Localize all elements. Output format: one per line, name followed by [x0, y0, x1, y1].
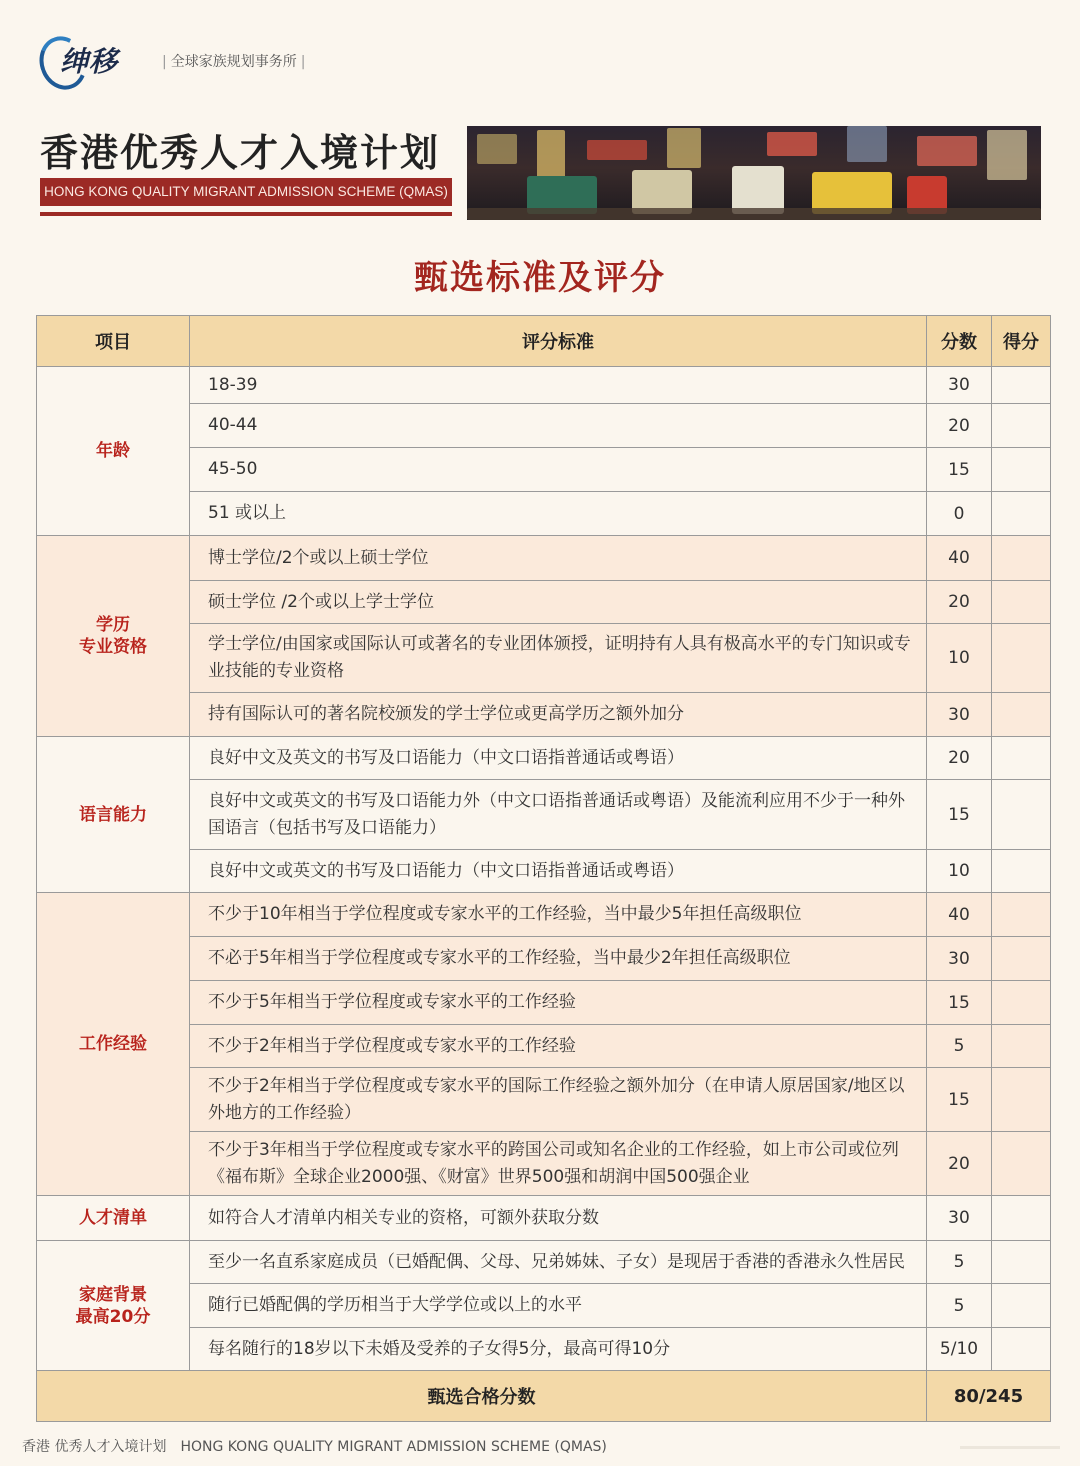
points-cell: 5 [927, 1284, 992, 1328]
table-row [37, 404, 1051, 448]
table-row [37, 1196, 1051, 1241]
table-row [37, 1068, 1051, 1132]
table-row [37, 1328, 1051, 1371]
table-row [37, 780, 1051, 850]
score-cell[interactable] [992, 1284, 1051, 1328]
points-cell: 0 [927, 492, 992, 536]
column-header-points: 分数 [927, 316, 992, 367]
points-cell: 15 [927, 448, 992, 492]
points-cell: 10 [927, 624, 992, 693]
criteria-cell: 18-39 [190, 367, 927, 404]
score-cell[interactable] [992, 1068, 1051, 1132]
table-row [37, 536, 1051, 581]
score-cell[interactable] [992, 448, 1051, 492]
criteria-cell: 良好中文或英文的书写及口语能力外（中文口语指普通话或粤语）及能流利应用不少于一种外国语言（包括书写及口语能力） [190, 780, 927, 850]
footer-rule [960, 1446, 1060, 1449]
column-header-score: 得分 [992, 316, 1051, 367]
score-cell[interactable] [992, 1025, 1051, 1068]
logo-mark [40, 34, 124, 88]
category-language: 语言能力 [37, 737, 190, 893]
category-talent-list: 人才清单 [37, 1196, 190, 1241]
page-footer [22, 1436, 607, 1456]
table-row [37, 937, 1051, 981]
criteria-cell: 不少于3年相当于学位程度或专家水平的跨国公司或知名企业的工作经验，如上市公司或位列《福布斯》全球企业2000强、《财富》世界500强和胡润中国500强企业 [190, 1132, 927, 1196]
table-row [37, 492, 1051, 536]
category-education: 学历 专业资格 [37, 536, 190, 737]
score-cell[interactable] [992, 780, 1051, 850]
criteria-cell: 不少于2年相当于学位程度或专家水平的工作经验 [190, 1025, 927, 1068]
points-cell: 30 [927, 937, 992, 981]
category-family-background: 家庭背景 最高20分 [37, 1241, 190, 1371]
total-label: 甄选合格分数 [37, 1371, 927, 1422]
footer-en: HONG KONG QUALITY MIGRANT ADMISSION SCHEME (QMAS) [180, 1439, 607, 1455]
score-cell[interactable] [992, 737, 1051, 780]
footer-cn: 香港 优秀人才入境计划 [22, 1439, 167, 1455]
table-row [37, 1025, 1051, 1068]
score-cell[interactable] [992, 693, 1051, 737]
table-row [37, 448, 1051, 492]
points-cell: 30 [927, 693, 992, 737]
score-cell[interactable] [992, 937, 1051, 981]
criteria-cell: 每名随行的18岁以下未婚及受养的子女得5分，最高可得10分 [190, 1328, 927, 1371]
brand-tagline: | 全球家族规划事务所 | [162, 54, 306, 70]
score-cell[interactable] [992, 367, 1051, 404]
total-row [37, 1371, 1051, 1422]
hong-kong-street-photo [467, 126, 1041, 220]
criteria-cell: 不少于10年相当于学位程度或专家水平的工作经验，当中最少5年担任高级职位 [190, 893, 927, 937]
score-cell[interactable] [992, 1241, 1051, 1284]
table-row [37, 581, 1051, 624]
points-cell: 5/10 [927, 1328, 992, 1371]
scoring-table [36, 315, 1051, 1422]
points-cell: 20 [927, 581, 992, 624]
score-cell[interactable] [992, 536, 1051, 581]
logo-text: 绅移 [60, 45, 119, 78]
page-title: 香港优秀人才入境计划 [40, 131, 441, 175]
criteria-cell: 学士学位/由国家或国际认可或著名的专业团体颁授，证明持有人具有极高水平的专门知识或专业技能的专业资格 [190, 624, 927, 693]
criteria-cell: 良好中文及英文的书写及口语能力（中文口语指普通话或粤语） [190, 737, 927, 780]
score-cell[interactable] [992, 581, 1051, 624]
points-cell: 5 [927, 1241, 992, 1284]
total-value: 80/245 [927, 1371, 1051, 1422]
points-cell: 40 [927, 536, 992, 581]
subtitle-rule [40, 212, 452, 216]
points-cell: 30 [927, 367, 992, 404]
points-cell: 20 [927, 1132, 992, 1196]
points-cell: 15 [927, 1068, 992, 1132]
points-cell: 15 [927, 981, 992, 1025]
column-header-item: 项目 [37, 316, 190, 367]
table-header-row [37, 316, 1051, 367]
brand-logo [40, 34, 309, 88]
score-cell[interactable] [992, 624, 1051, 693]
score-cell[interactable] [992, 404, 1051, 448]
points-cell: 40 [927, 893, 992, 937]
score-cell[interactable] [992, 981, 1051, 1025]
points-cell: 5 [927, 1025, 992, 1068]
table-row [37, 367, 1051, 404]
criteria-cell: 不少于5年相当于学位程度或专家水平的工作经验 [190, 981, 927, 1025]
criteria-cell: 40-44 [190, 404, 927, 448]
criteria-cell: 硕士学位 /2个或以上学士学位 [190, 581, 927, 624]
points-cell: 10 [927, 850, 992, 893]
table-row [37, 981, 1051, 1025]
score-cell[interactable] [992, 492, 1051, 536]
criteria-cell: 如符合人才清单内相关专业的资格，可额外获取分数 [190, 1196, 927, 1241]
table-row [37, 1132, 1051, 1196]
criteria-cell: 良好中文或英文的书写及口语能力（中文口语指普通话或粤语） [190, 850, 927, 893]
criteria-cell: 随行已婚配偶的学历相当于大学学位或以上的水平 [190, 1284, 927, 1328]
points-cell: 15 [927, 780, 992, 850]
criteria-cell: 持有国际认可的著名院校颁发的学士学位或更高学历之额外加分 [190, 693, 927, 737]
score-cell[interactable] [992, 850, 1051, 893]
points-cell: 20 [927, 404, 992, 448]
score-cell[interactable] [992, 893, 1051, 937]
score-cell[interactable] [992, 1328, 1051, 1371]
page-subtitle: HONG KONG QUALITY MIGRANT ADMISSION SCHEME (QMAS) [40, 178, 452, 206]
column-header-criteria: 评分标准 [190, 316, 927, 367]
points-cell: 20 [927, 737, 992, 780]
score-cell[interactable] [992, 1132, 1051, 1196]
criteria-cell: 博士学位/2个或以上硕士学位 [190, 536, 927, 581]
criteria-cell: 不少于2年相当于学位程度或专家水平的国际工作经验之额外加分（在申请人原居国家/地区以外地方的工作经验） [190, 1068, 927, 1132]
criteria-cell: 45-50 [190, 448, 927, 492]
table-row [37, 1284, 1051, 1328]
criteria-cell: 不必于5年相当于学位程度或专家水平的工作经验，当中最少2年担任高级职位 [190, 937, 927, 981]
section-title: 甄选标准及评分 [414, 258, 666, 298]
table-row [37, 850, 1051, 893]
table-row [37, 1241, 1051, 1284]
category-age: 年龄 [37, 367, 190, 536]
table-row [37, 893, 1051, 937]
table-row [37, 624, 1051, 693]
criteria-cell: 至少一名直系家庭成员（已婚配偶、父母、兄弟姊妹、子女）是现居于香港的香港永久性居民 [190, 1241, 927, 1284]
table-row [37, 693, 1051, 737]
score-cell[interactable] [992, 1196, 1051, 1241]
criteria-cell: 51 或以上 [190, 492, 927, 536]
points-cell: 30 [927, 1196, 992, 1241]
category-work-experience: 工作经验 [37, 893, 190, 1196]
table-row [37, 737, 1051, 780]
